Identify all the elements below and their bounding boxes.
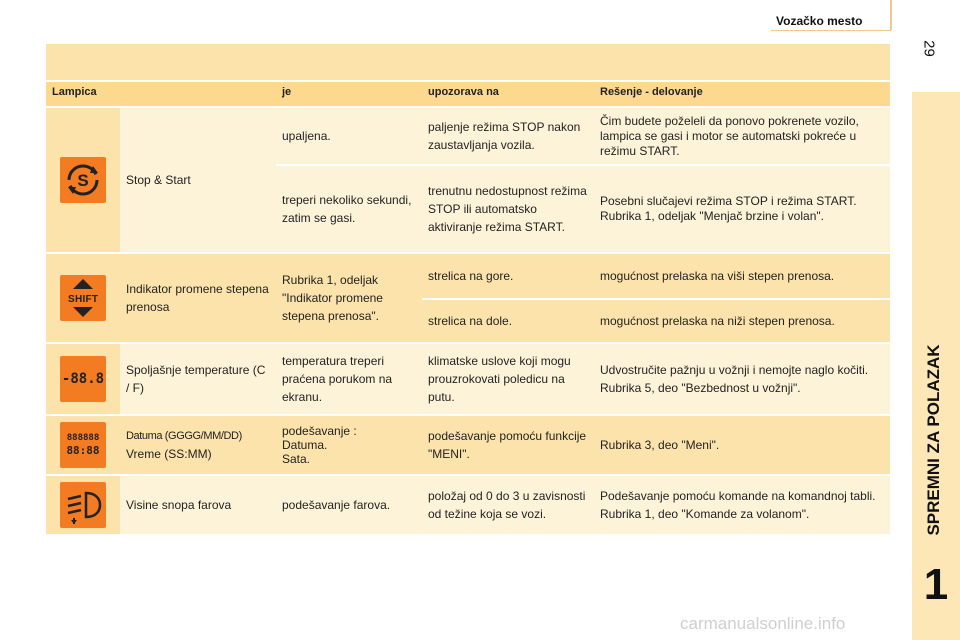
solution-text: Udvostručite pažnju u vožnji i nemojte naglo kočiti. Rubrika 5, deo "Bezbednost u vožnji".: [600, 363, 869, 395]
solution-text: Čim budete poželeli da ponovo pokrenete vozilo, lampica se gasi i motor se automatski pokreće u režimu START.: [600, 113, 859, 158]
page-number: 29: [920, 40, 938, 57]
stop-start-icon: [60, 157, 106, 203]
section-title: Vozačko mesto: [776, 14, 863, 28]
lamp-name: Indikator promene stepena prenosa: [126, 282, 269, 314]
header-divider: [890, 0, 892, 30]
lamp-name: Spoljašnje temperature (C / F): [126, 363, 266, 395]
headlamp-beam-icon: [60, 482, 106, 528]
warns-text: podešavanje pomoću funkcije "MENI".: [428, 429, 587, 461]
shift-indicator-icon: [60, 275, 106, 321]
chapter-number: 1: [923, 560, 949, 609]
warns-text: mogućnost prelaska na viši stepen prenosa.: [600, 269, 835, 283]
table-row-headlamp: [46, 476, 890, 534]
date-time-display-icon: [60, 422, 106, 468]
table-row-stop-start: [46, 108, 890, 254]
solution-text: Rubrika 1, odeljak "Indikator promene stepena prenosa".: [282, 273, 383, 323]
state-text: temperatura treperi praćena porukom na ekranu.: [282, 354, 393, 404]
state-text: treperi nekoliko sekundi, zatim se gasi.: [276, 164, 422, 252]
warning-lamps-table: [46, 44, 890, 534]
state-text: podešavanje farova.: [282, 498, 391, 512]
time-icon-digits: 88:88: [66, 444, 100, 457]
table-top-band: [46, 44, 890, 80]
table-header: [46, 80, 890, 108]
lamp-name-time: Vreme (SS:MM): [126, 447, 212, 461]
state-text: strelica na dole.: [422, 298, 594, 342]
svg-text:SHIFT: SHIFT: [68, 294, 98, 305]
warns-text: položaj od 0 do 3 u zavisnosti od težine koja se vozi.: [428, 489, 586, 521]
warns-text: klimatske uslove koji mogu prouzrokovati poledicu na putu.: [428, 354, 571, 404]
col-header-name: [120, 82, 276, 106]
temperature-display-icon: [60, 356, 106, 402]
col-header-solution: Rešenje - delovanje: [600, 86, 703, 98]
state-text: podešavanje : Datuma. Sata.: [282, 424, 357, 466]
chapter-title: SPREMNI ZA POLAZAK: [924, 344, 943, 536]
lamp-name: Stop & Start: [126, 173, 191, 187]
svg-text:S: S: [77, 171, 89, 190]
col-header-state: je: [282, 86, 292, 98]
solution-text: Rubrika 3, deo "Meni".: [600, 438, 720, 452]
date-icon-digits: 888888: [66, 433, 100, 443]
lamp-cell: [46, 416, 120, 474]
header-rule: [771, 30, 891, 31]
warns-text: mogućnost prelaska na niži stepen prenosa.: [594, 298, 890, 342]
watermark: carmanualsonline.info: [680, 614, 846, 633]
table-row-date-time: [46, 416, 890, 476]
solution-text: Podešavanje pomoću komande na komandnoj tabli. Rubrika 1, deo "Komande za volanom".: [600, 489, 876, 521]
lamp-name: Visine snopa farova: [126, 498, 232, 512]
warns-text: trenutnu nedostupnost režima STOP ili automatsko aktiviranje režima START.: [422, 164, 594, 252]
lamp-name-date: Datuma (GGGG/MM/DD): [126, 430, 242, 442]
state-text: strelica na gore.: [428, 269, 514, 283]
warns-text: paljenje režima STOP nakon zaustavljanja vozila.: [428, 120, 581, 152]
lamp-cell: [46, 254, 120, 342]
lamp-cell: [46, 108, 120, 252]
state-text: upaljena.: [282, 129, 331, 143]
solution-text: Posebni slučajevi režima STOP i režima START. Rubrika 1, odeljak "Menjač brzine i volan".: [594, 164, 890, 252]
lamp-cell: [46, 476, 120, 534]
col-header-warns: upozorava na: [428, 86, 499, 98]
table-row-shift: [46, 254, 890, 344]
temperature-icon-digits: -88.8: [61, 371, 105, 387]
col-header-lamp: Lampica: [52, 86, 97, 98]
lamp-cell: [46, 344, 120, 414]
table-row-temperature: [46, 344, 890, 416]
lamp-name: [120, 416, 276, 474]
